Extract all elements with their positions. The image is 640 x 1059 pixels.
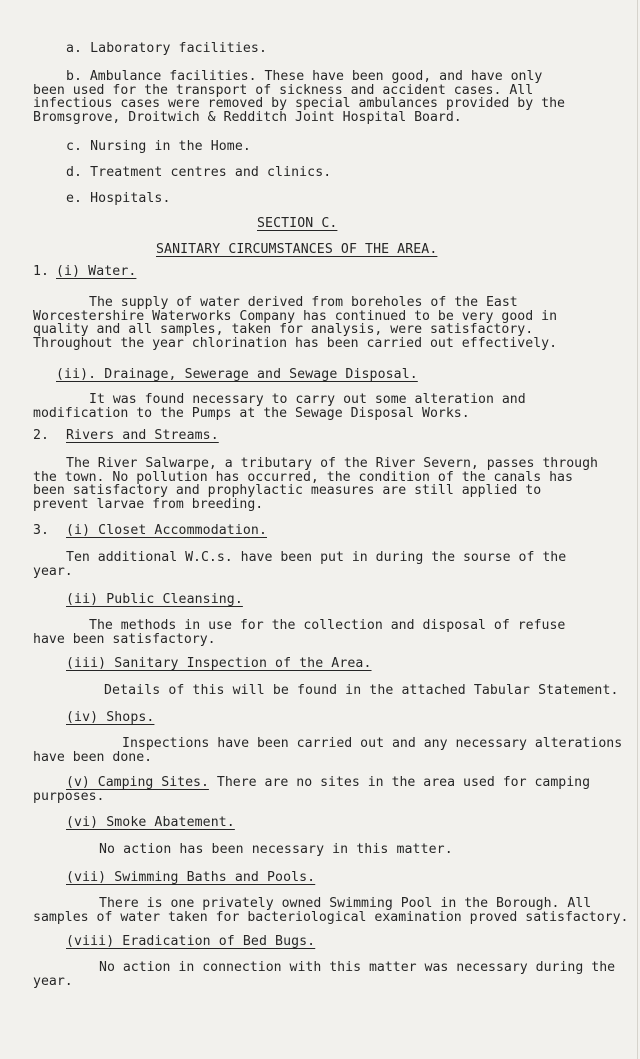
rivers-number: 2. (33, 428, 50, 443)
bedbugs-line-1: No action in connection with this matter was necessary during the (99, 960, 616, 975)
swimming-body (33, 897, 628, 924)
camping-body-first: There are no sites in the area used for camping (216, 775, 591, 790)
item-e-hospitals: e. Hospitals. (66, 191, 171, 206)
water-line-4: Throughout the year chlorination has been carried out effectively. (33, 335, 558, 351)
water-line-2: Worcestershire Waterworks Company has continued to be very good in (33, 308, 558, 324)
water-line-1: The supply of water derived from boreholes of the East (89, 295, 518, 310)
cleansing-line-1: The methods in use for the collection and disposal of refuse (89, 618, 566, 633)
camping-section (33, 776, 590, 803)
inspection-title: (iii) Sanitary Inspection of the Area. (66, 656, 372, 671)
camping-line-2: purposes. (33, 788, 105, 804)
item-b-line-4: Bromsgrove, Droitwich & Redditch Joint Hospital Board. (33, 109, 462, 125)
closet-line-2: year. (33, 563, 73, 579)
closet-title: (i) Closet Accommodation. (66, 523, 267, 538)
water-line-3: quality and all samples, taken for analysis, were satisfactory. (33, 322, 534, 338)
item-b-ambulance (33, 70, 565, 124)
item-c-nursing: c. Nursing in the Home. (66, 139, 251, 154)
bedbugs-line-2: year. (33, 973, 73, 989)
rivers-line-1: The River Salwarpe, a tributary of the River Severn, passes through (66, 456, 598, 471)
closet-body (33, 551, 566, 578)
water-body (33, 296, 557, 350)
shops-title: (iv) Shops. (66, 710, 155, 725)
drainage-body (33, 393, 526, 420)
bedbugs-body (33, 961, 615, 988)
closet-number: 3. (33, 523, 50, 538)
section-subheading: SANITARY CIRCUMSTANCES OF THE AREA. (156, 242, 438, 257)
inspection-body: Details of this will be found in the attached Tabular Statement. (104, 683, 619, 698)
item-d-treatment: d. Treatment centres and clinics. (66, 165, 332, 180)
shops-line-2: have been done. (33, 749, 153, 765)
section-heading: SECTION C. (257, 216, 338, 231)
item-b-line-3: infectious cases were removed by special ambulances provided by the (33, 96, 565, 112)
item-b-line-1: b. Ambulance facilities. These have been good, and have only (66, 69, 543, 84)
smoke-body: No action has been necessary in this matter. (99, 842, 453, 857)
cleansing-line-2: have been satisfactory. (33, 631, 216, 647)
cleansing-body (33, 619, 565, 646)
swimming-line-2: samples of water taken for bacteriological examination proved satisfactory. (33, 909, 629, 925)
drainage-line-1: It was found necessary to carry out some alteration and (89, 392, 526, 407)
rivers-line-3: been satisfactory and prophylactic measures are still applied to (33, 483, 542, 499)
shops-body (33, 737, 622, 764)
rivers-line-2: the town. No pollution has occurred, the condition of the canals has (33, 469, 573, 485)
water-title: (i) Water. (56, 264, 137, 279)
swimming-title: (vii) Swimming Baths and Pools. (66, 870, 316, 885)
rivers-line-4: prevent larvae from breeding. (33, 496, 264, 512)
shops-line-1: Inspections have been carried out and any necessary alterations (122, 736, 623, 751)
closet-line-1: Ten additional W.C.s. have been put in during the sourse of the (66, 550, 567, 565)
camping-title: (v) Camping Sites. (66, 775, 209, 790)
camping-line-1 (33, 776, 590, 790)
drainage-line-2: modification to the Pumps at the Sewage Disposal Works. (33, 405, 470, 421)
swimming-line-1: There is one privately owned Swimming Pool in the Borough. All (99, 896, 592, 911)
item-a-laboratory: a. Laboratory facilities. (66, 41, 267, 56)
cleansing-title: (ii) Public Cleansing. (66, 592, 243, 607)
item-b-line-2: been used for the transport of sickness and accident cases. All (33, 82, 534, 98)
rivers-title: Rivers and Streams. (66, 428, 219, 443)
bedbugs-title: (viii) Eradication of Bed Bugs. (66, 934, 316, 949)
drainage-title: (ii). Drainage, Sewerage and Sewage Disposal. (56, 367, 418, 382)
water-number: 1. (33, 264, 50, 279)
page-edge-shadow (637, 0, 638, 1059)
smoke-title: (vi) Smoke Abatement. (66, 815, 235, 830)
rivers-body (33, 457, 598, 511)
